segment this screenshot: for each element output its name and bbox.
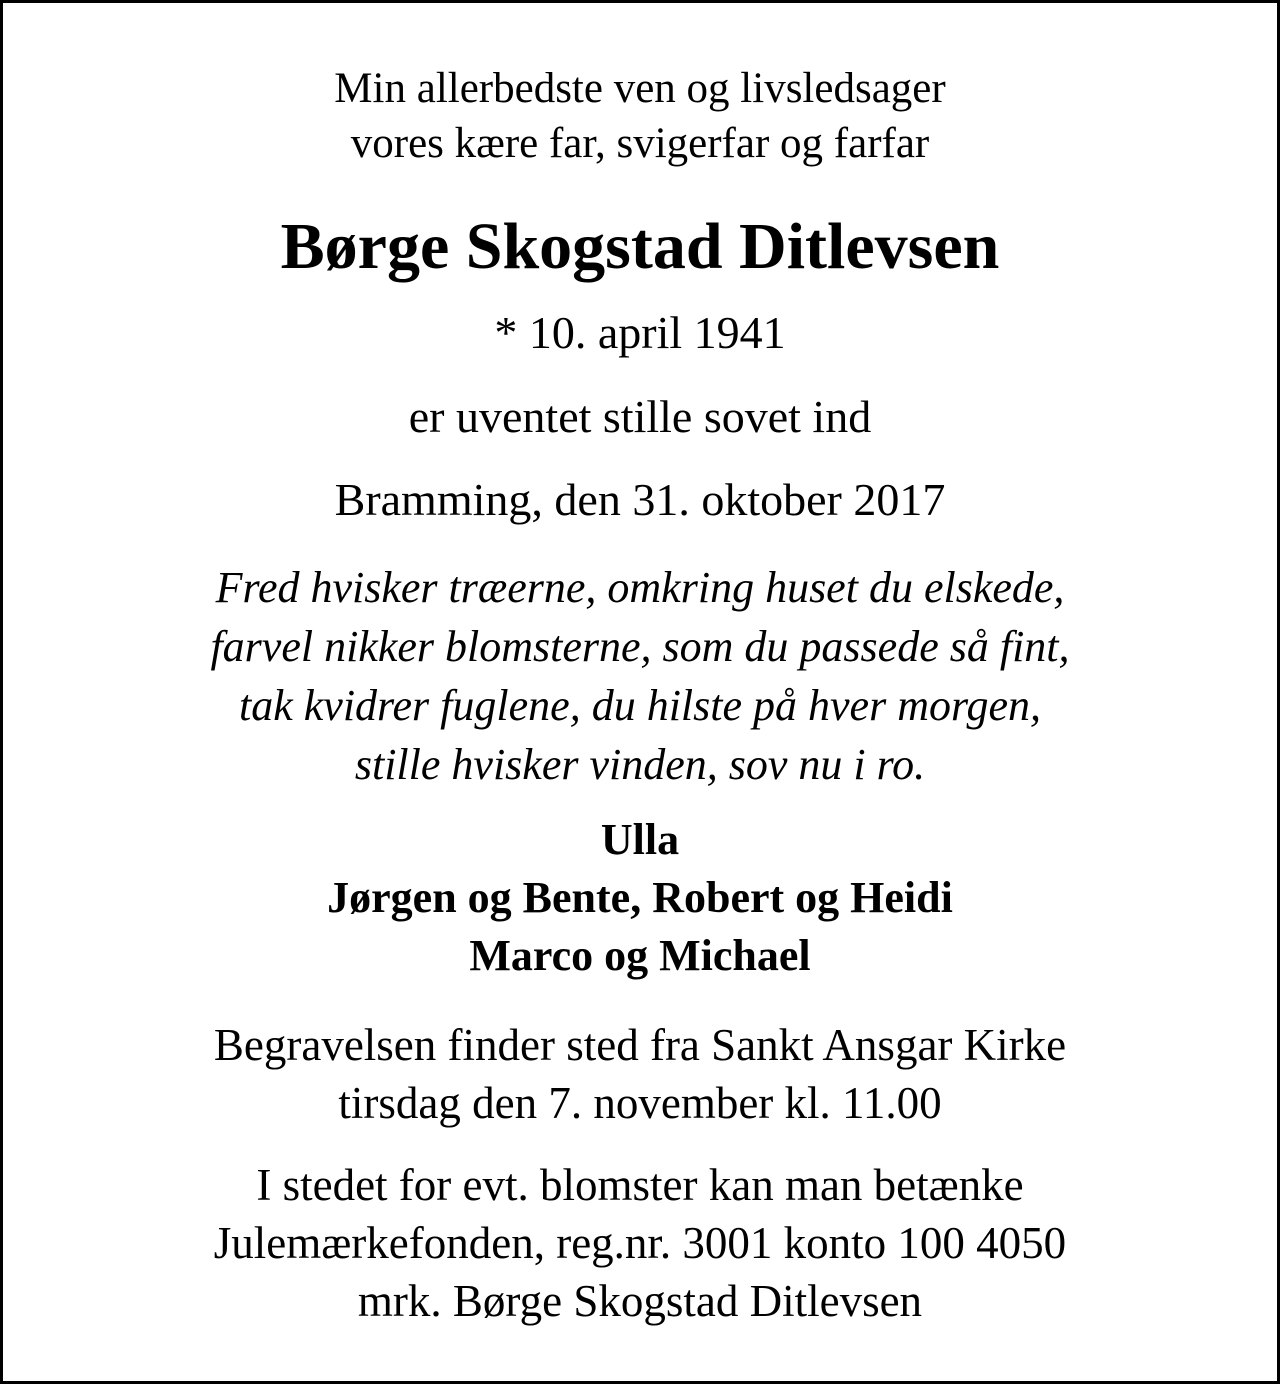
poem-line: farvel nikker blomsterne, som du passede så fint,: [210, 622, 1070, 671]
family-line: Ulla: [600, 815, 680, 864]
poem-line: tak kvidrer fuglene, du hilste på hver morgen,: [239, 681, 1041, 730]
passing-statement: er uventet stille sovet ind: [408, 391, 872, 442]
deceased-name: Børge Skogstad Ditlevsen: [280, 210, 1000, 283]
poem-line: stille hvisker vinden, sov nu i ro.: [354, 740, 926, 789]
birth-date: * 10. april 1941: [494, 307, 786, 358]
funeral-line: tirsdag den 7. november kl. 11.00: [338, 1078, 942, 1128]
donation-line: Julemærkefonden, reg.nr. 3001 konto 100 4050: [213, 1218, 1067, 1268]
donation-line: I stedet for evt. blomster kan man betænke: [256, 1160, 1024, 1210]
intro-text: [3, 61, 1277, 171]
donation-request: [3, 1156, 1277, 1330]
family-line: Marco og Michael: [469, 931, 811, 980]
intro-line: Min allerbedste ven og livsledsager: [334, 65, 946, 112]
intro-line: vores kære far, svigerfar og farfar: [350, 120, 930, 167]
donation-line: mrk. Børge Skogstad Ditlevsen: [357, 1276, 923, 1326]
funeral-line: Begravelsen finder sted fra Sankt Ansgar Kirke: [213, 1020, 1067, 1070]
family-line: Jørgen og Bente, Robert og Heidi: [327, 873, 953, 922]
place-and-date-of-death: Bramming, den 31. oktober 2017: [334, 474, 946, 525]
funeral-details: [3, 1016, 1277, 1132]
poem-line: Fred hvisker træerne, omkring huset du elskede,: [215, 563, 1065, 612]
family-signatories: [3, 811, 1277, 985]
memorial-poem: [3, 558, 1277, 794]
